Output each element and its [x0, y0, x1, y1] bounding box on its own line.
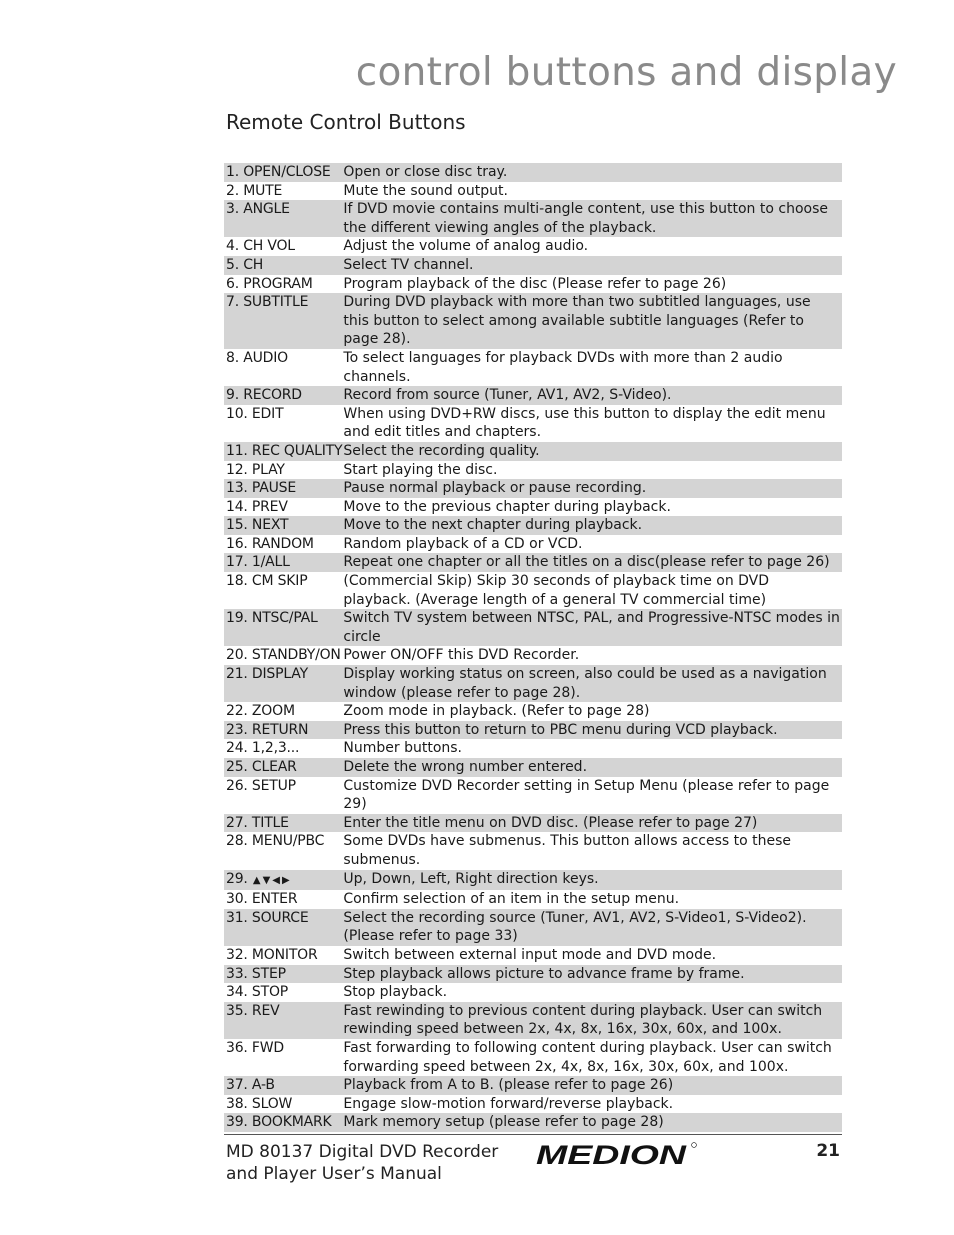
button-name: 15. NEXT [226, 517, 289, 534]
button-description: Fast forwarding to following content during playback. User can switch forwarding speed between 2x, 4x, 8x, 16x, 30x, 60x, and 100x. [343, 1039, 832, 1075]
button-name-cell [224, 200, 342, 237]
button-description: If DVD movie contains multi-angle content, use this button to choose the different viewing angles of the playback. [342, 200, 842, 237]
button-name-cell [224, 665, 342, 702]
button-description: Adjust the volume of analog audio. [343, 238, 589, 255]
button-name: 33. STEP [226, 965, 286, 982]
table-row [224, 1095, 842, 1114]
button-name: 7. SUBTITLE [226, 294, 309, 311]
button-name: 18. CM SKIP [226, 573, 308, 590]
button-name-cell [224, 405, 342, 442]
medion-logo [534, 1140, 698, 1168]
footer-manual-line-2: and Player User’s Manual [226, 1164, 442, 1184]
button-description: Mark memory setup (please refer to page 28) [342, 1113, 842, 1132]
table-row [224, 516, 842, 535]
button-name-cell [224, 758, 342, 777]
button-description: Enter the title menu on DVD disc. (Please refer to page 27) [342, 814, 842, 833]
button-name: 26. SETUP [226, 777, 296, 794]
button-name: 23. RETURN [226, 721, 309, 738]
table-row [224, 814, 842, 833]
button-description: (Commercial Skip) Skip 30 seconds of playback time on DVD playback. (Average length of a general TV commercial time) [343, 573, 770, 608]
button-name-cell [224, 777, 342, 814]
button-description: Engage slow-motion forward/reverse playback. [343, 1095, 674, 1112]
button-name-cell [224, 890, 342, 909]
button-name-cell [224, 832, 342, 869]
button-name-cell [224, 1002, 342, 1039]
button-name: 38. SLOW [226, 1095, 293, 1112]
table-row [224, 237, 842, 256]
table-row [224, 777, 842, 814]
button-description: Some DVDs have submenus. This button allows access to these submenus. [343, 833, 792, 868]
table-row [224, 721, 842, 740]
button-description: Fast rewinding to previous content during playback. User can switch rewinding speed between 2x, 4x, 8x, 16x, 30x, 60x, and 100x. [342, 1002, 842, 1039]
table-row [224, 553, 842, 572]
table-row [224, 983, 842, 1002]
medion-logo-text: MEDION [536, 1140, 687, 1168]
button-description: Repeat one chapter or all the titles on a disc(please refer to page 26) [342, 553, 842, 572]
button-name: 10. EDIT [226, 405, 284, 422]
button-description: Select the recording quality. [342, 442, 842, 461]
button-name-cell [224, 909, 342, 946]
button-description: Move to the next chapter during playback. [342, 516, 842, 535]
button-name-cell [224, 609, 342, 646]
table-row [224, 702, 842, 721]
table-row [224, 909, 842, 946]
button-name: 1. OPEN/CLOSE [226, 164, 331, 180]
button-name: 39. BOOKMARK [226, 1114, 332, 1131]
button-name: 5. CH [226, 256, 264, 273]
button-description: When using DVD+RW discs, use this button to display the edit menu and edit titles and chapters. [343, 405, 826, 441]
button-name: 14. PREV [226, 498, 288, 515]
button-name: 3. ANGLE [226, 201, 290, 218]
button-name: 22. ZOOM [226, 703, 295, 720]
button-name: 19. NTSC/PAL [226, 610, 318, 627]
button-description: Playback from A to B. (please refer to page 26) [342, 1076, 842, 1095]
table-row [224, 1002, 842, 1039]
button-name: 32. MONITOR [226, 946, 318, 963]
button-name-cell [224, 702, 342, 721]
button-description: To select languages for playback DVDs with more than 2 audio channels. [343, 349, 783, 385]
button-name-cell [224, 349, 342, 386]
button-name: 28. MENU/PBC [226, 833, 325, 850]
table-row [224, 965, 842, 984]
button-name-cell [224, 553, 342, 572]
button-description: Stop playback. [343, 984, 448, 1001]
button-description: Zoom mode in playback. (Refer to page 28) [343, 703, 650, 720]
table-row [224, 293, 842, 349]
table-row [224, 535, 842, 554]
triangle-down-icon: ▼ [262, 874, 273, 886]
button-name: 6. PROGRAM [226, 275, 313, 292]
triangle-right-icon: ▶ [281, 874, 292, 886]
button-name-cell [224, 1039, 342, 1076]
button-description: Press this button to return to PBC menu during VCD playback. [342, 721, 842, 740]
button-name: 27. TITLE [226, 814, 289, 831]
button-name-cell [224, 293, 342, 349]
button-description: Move to the previous chapter during playback. [343, 498, 671, 515]
button-name-cell [224, 535, 342, 554]
button-description: Random playback of a CD or VCD. [343, 535, 583, 552]
table-row [224, 275, 842, 294]
button-name: 34. STOP [226, 984, 289, 1001]
button-name-cell [224, 946, 342, 965]
button-name-cell [224, 182, 342, 201]
footer-divider [224, 1134, 842, 1135]
page-header-title: control buttons and display [355, 50, 897, 95]
button-name: 17. 1/ALL [226, 554, 290, 571]
button-name-cell [224, 1113, 342, 1132]
button-name-cell [224, 256, 342, 275]
button-name-cell [224, 965, 342, 984]
table-row [224, 870, 842, 891]
button-name-cell [224, 386, 342, 405]
button-name-cell [224, 646, 342, 665]
button-name-cell [224, 1095, 342, 1114]
table-row [224, 479, 842, 498]
table-row [224, 163, 842, 182]
button-description: Switch TV system between NTSC, PAL, and Progressive-NTSC modes in circle [342, 609, 842, 646]
table-row [224, 1113, 842, 1132]
button-name: 12. PLAY [226, 461, 285, 478]
button-name-cell [224, 516, 342, 535]
button-description: Open or close disc tray. [342, 163, 842, 182]
button-description: Confirm selection of an item in the setup menu. [343, 891, 680, 908]
table-row [224, 182, 842, 201]
table-row [224, 1076, 842, 1095]
button-name: 20. STANDBY/ON [226, 647, 341, 664]
section-title: Remote Control Buttons [226, 110, 466, 134]
button-name: 11. REC QUALITY [226, 442, 343, 459]
button-name: 24. 1,2,3... [226, 740, 300, 757]
button-name-cell [224, 1076, 342, 1095]
button-description: Select TV channel. [342, 256, 842, 275]
triangle-left-icon: ◀ [272, 874, 282, 886]
button-description: Step playback allows picture to advance frame by frame. [342, 965, 842, 984]
page-number: 21 [816, 1141, 840, 1161]
table-row [224, 665, 842, 702]
table-row [224, 200, 842, 237]
table-row [224, 442, 842, 461]
button-description: Number buttons. [343, 740, 463, 757]
button-name-cell [224, 237, 342, 256]
button-description: Select the recording source (Tuner, AV1, AV2, S-Video1, S-Video2). (Please refer to page 33) [342, 909, 842, 946]
button-description: Start playing the disc. [343, 461, 498, 478]
button-name: 36. FWD [226, 1039, 284, 1056]
button-name: 30. ENTER [226, 891, 298, 908]
table-row [224, 832, 842, 869]
footer-manual-title [226, 1141, 498, 1185]
table-row [224, 890, 842, 909]
button-name: 37. A-B [226, 1077, 275, 1094]
table-row [224, 758, 842, 777]
direction-keys-icon [248, 875, 292, 886]
button-name-cell [224, 275, 342, 294]
table-row [224, 256, 842, 275]
button-name: 13. PAUSE [226, 480, 297, 497]
button-name: 4. CH VOL [226, 238, 295, 255]
table-row [224, 739, 842, 758]
footer-manual-line-1: MD 80137 Digital DVD Recorder [226, 1142, 499, 1162]
button-name: 31. SOURCE [226, 909, 309, 926]
button-name-cell [224, 983, 342, 1002]
button-description: Power ON/OFF this DVD Recorder. [343, 647, 580, 664]
button-name: 9. RECORD [226, 387, 302, 404]
table-row [224, 461, 842, 480]
button-description: Switch between external input mode and DVD mode. [343, 946, 717, 963]
button-name: 25. CLEAR [226, 759, 297, 775]
button-description: Up, Down, Left, Right direction keys. [342, 870, 842, 891]
table-row [224, 1039, 842, 1076]
table-row [224, 609, 842, 646]
button-name: 2. MUTE [226, 182, 283, 199]
button-description: Delete the wrong number entered. [342, 758, 842, 777]
button-description: Customize DVD Recorder setting in Setup Menu (please refer to page 29) [343, 777, 830, 813]
button-description: Program playback of the disc (Please refer to page 26) [343, 275, 727, 292]
button-description: Display working status on screen, also could be used as a navigation window (please refer to page 28). [342, 665, 842, 702]
button-name-cell [224, 739, 342, 758]
button-name-cell [224, 498, 342, 517]
button-name-cell [224, 721, 342, 740]
remote-buttons-table [224, 163, 842, 1132]
button-name: 35. REV [226, 1002, 280, 1019]
button-name: 8. AUDIO [226, 349, 288, 366]
table-row [224, 349, 842, 386]
table-row [224, 946, 842, 965]
button-description: During DVD playback with more than two subtitled languages, use this button to select among available subtitle languages (Refer to page 28). [342, 293, 842, 349]
button-name-cell [224, 461, 342, 480]
table-row [224, 386, 842, 405]
button-name-cell [224, 163, 342, 182]
button-description: Mute the sound output. [343, 182, 508, 199]
button-name: 21. DISPLAY [226, 666, 308, 683]
button-name-cell [224, 442, 342, 461]
button-name: 29. [226, 870, 248, 887]
button-name-cell [224, 572, 342, 609]
table-row [224, 405, 842, 442]
button-name: 16. RANDOM [226, 535, 314, 552]
table-row [224, 646, 842, 665]
table-row [224, 498, 842, 517]
button-name-cell [224, 870, 342, 891]
button-description: Pause normal playback or pause recording. [342, 479, 842, 498]
triangle-up-icon: ▲ [252, 874, 263, 886]
button-name-cell [224, 479, 342, 498]
button-description: Record from source (Tuner, AV1, AV2, S-Video). [342, 386, 842, 405]
button-name-cell [224, 814, 342, 833]
table-row [224, 572, 842, 609]
